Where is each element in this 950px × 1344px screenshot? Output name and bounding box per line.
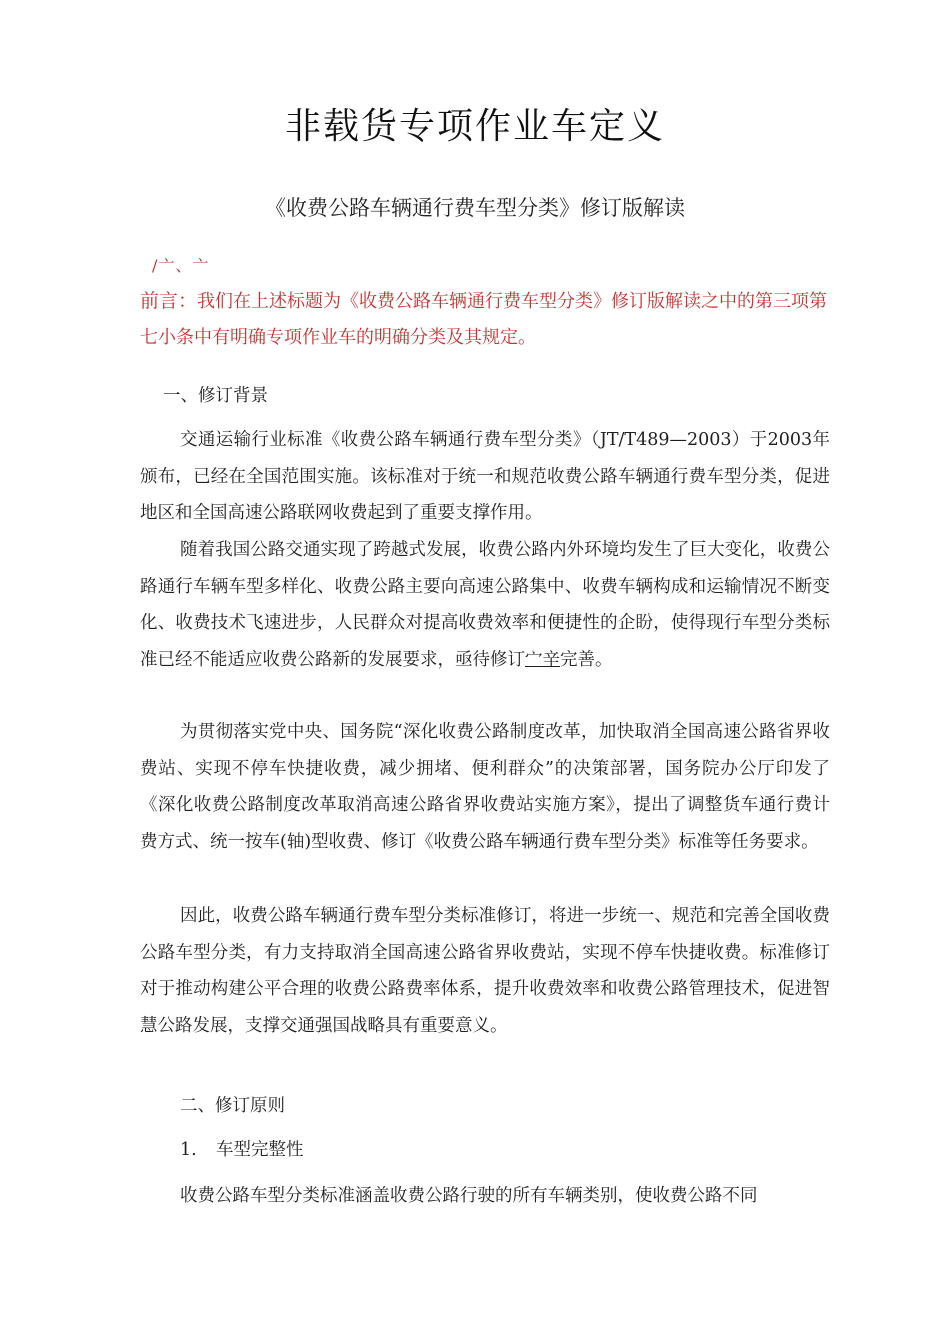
- section1-paragraph-3: 为贯彻落实党中央、国务院“深化收费公路制度改革，加快取消全国高速公路省界收费站、实现不停车快捷收费，减少拥堵、便利群众”的决策部署，国务院办公厅印发了《深化收费公路制度改革取消高速公路省界收费站实施方案》，提出了调整货车通行费计费方式、统一按车(轴)型收费、修订《收费公路车辆通行费车型分类》标准等任务要求。: [140, 722, 830, 852]
- section1-paragraph-1: 交通运输行业标准《收费公路车辆通行费车型分类》（JT/T489—2003）于2003年颁布，已经在全国范围实施。该标准对于统一和规范收费公路车辆通行费车型分类，促进地区和全国高速公路联网收费起到了重要支撑作用。: [140, 430, 830, 523]
- document-title: 非载货专项作业车定义: [284, 106, 665, 147]
- section1-heading: 一、修订背景: [163, 386, 268, 406]
- p2-main-text: 随着我国公路交通实现了跨越式发展，收费公路内外环境均发生了巨大变化，收费公路通行车辆车型多样化、收费公路主要向高速公路集中、收费车辆构成和运输情况不断变化、收费技术飞速进步，人民群众对提高收费效率和便捷性的企盼，使得现行车型分类标准已经不能适应收费公路新的发展要求，亟待修订: [140, 540, 830, 670]
- section2-paragraph-1: 收费公路车型分类标准涵盖收费公路行驶的所有车辆类别，使收费公路不同: [180, 1186, 758, 1206]
- item-label: 车型完整性: [216, 1140, 304, 1160]
- preface-lead: 前言：: [140, 290, 198, 312]
- p2-tail-text: 完善。: [560, 649, 613, 670]
- item-number: 1.: [180, 1140, 197, 1160]
- preface-text: 我们在上述标题为《收费公路车辆通行费车型分类》修订版解读之中的第三项第七小条中有明确专项作业车的明确分类及其规定。: [140, 291, 828, 348]
- principle-item-1: [180, 1136, 304, 1161]
- preface-paragraph: [140, 283, 830, 356]
- section1-paragraph-4: 因此，收费公路车辆通行费车型分类标准修订，将进一步统一、规范和完善全国收费公路车型分类，有力支持取消全国高速公路省界收费站，实现不停车快捷收费。标准修订对于推动构建公平合理的收费公路费率体系，提升收费效率和收费公路管理技术，促进智慧公路发展，支撑交通强国战略具有重要意义。: [140, 906, 830, 1036]
- section1-paragraph-2: [140, 532, 830, 678]
- document-subtitle: 《收费公路车辆通行费车型分类》修订版解读: [265, 196, 685, 220]
- handwritten-marks: /亠、亠: [152, 256, 210, 275]
- p2-margin-mark: 宀辛: [525, 649, 560, 670]
- section2-heading: 二、修订原则: [180, 1096, 285, 1116]
